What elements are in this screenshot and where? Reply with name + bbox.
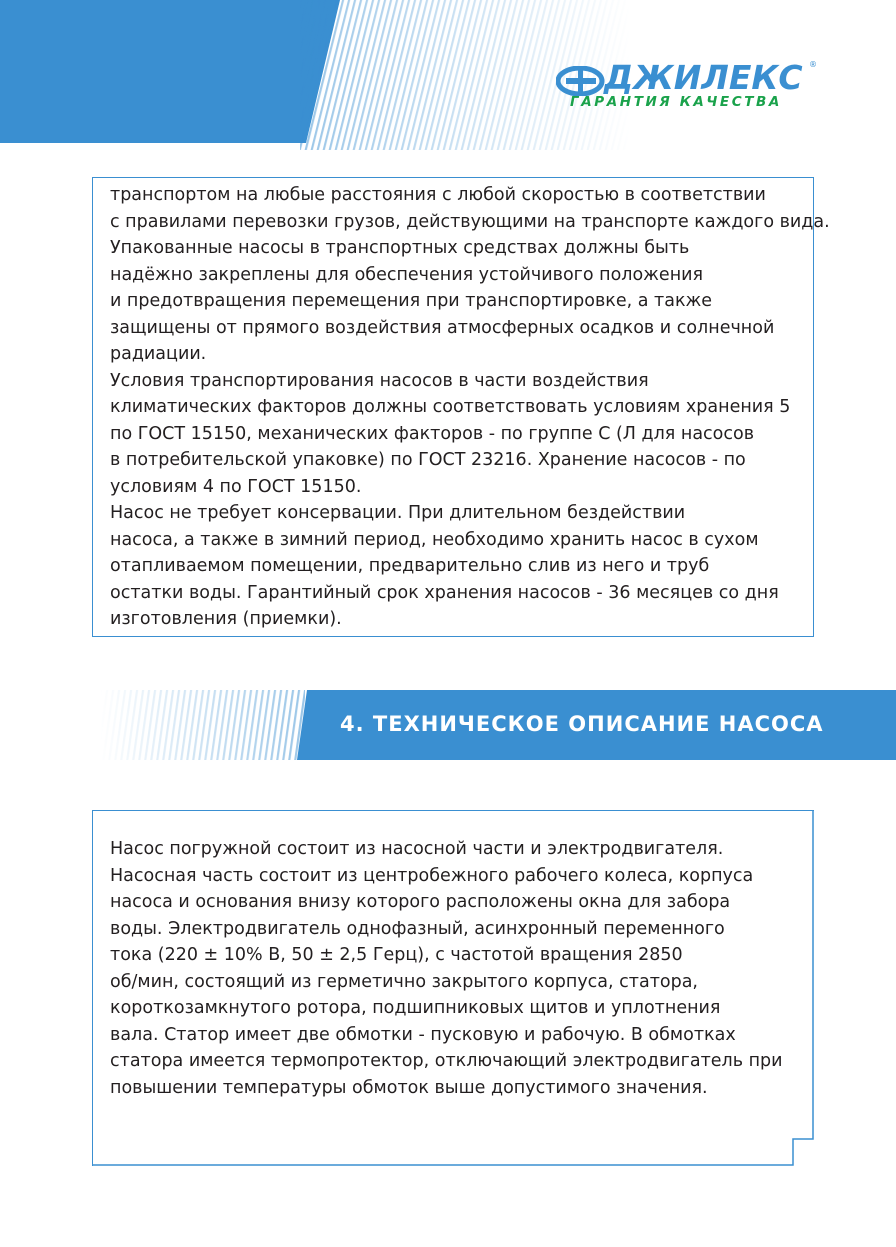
section-title: 4. ТЕХНИЧЕСКОЕ ОПИСАНИЕ НАСОСА bbox=[340, 712, 824, 736]
brand-slogan: ГАРАНТИЯ КАЧЕСТВА bbox=[570, 94, 782, 110]
brand-logo bbox=[556, 58, 818, 120]
brand-name: ДЖИЛЕКС bbox=[604, 58, 803, 97]
description-text: Насос погружной состоит из насосной части и электродвигателя. Насосная часть состоит из центробежного рабочего колеса, корпуса насоса и основания внизу которого расположены окна для забора воды. Электродвигатель однофазный, асинхронный переменного тока (220 ± 10% В, 50 ± 2,5 Герц), с частотой вращения 2850 об/мин, состоящий из герметично закрытого корпуса, статора, короткозамкнутого ротора, подшипниковых щитов и уплотнения вала. Статор имеет две обмотки - пусковую и рабочую. В обмотках статора имеется термопротектор, отключающий электродвигатель при повышении температуры обмоток выше допустимого значения. bbox=[110, 839, 783, 1098]
storage-info-text: транспортом на любые расстояния с любой скоростью в соответствии с правилами перевозки грузов, действующими на транспорте каждого вида. Упакованные насосы в транспортных средствах должны быть надёжно закреплены для обеспечения устойчивого положения и предотвращения перемещения при транспортировке, а также защищены от прямого воздействия атмосферных осадков и солнечной радиации. Условия транспортирования насосов в части воздействия климатических факторов должны соответствовать условиям хранения 5 по ГОСТ 15150, механических факторов - по группе С (Л для насосов в потребительской упаковке) по ГОСТ 23216. Хранение насосов - по условиям 4 по ГОСТ 15150. Насос не требует консервации. При длительном бездействии насоса, а также в зимний период, необходимо хранить насос в сухом отапливаемом помещении, предварительно слив из него и труб остатки воды. Гарантийный срок хранения насосов - 36 месяцев со дня изготовления (приемки). bbox=[110, 185, 830, 629]
logo-emblem-icon bbox=[556, 66, 606, 96]
registered-mark: ® bbox=[809, 60, 817, 69]
